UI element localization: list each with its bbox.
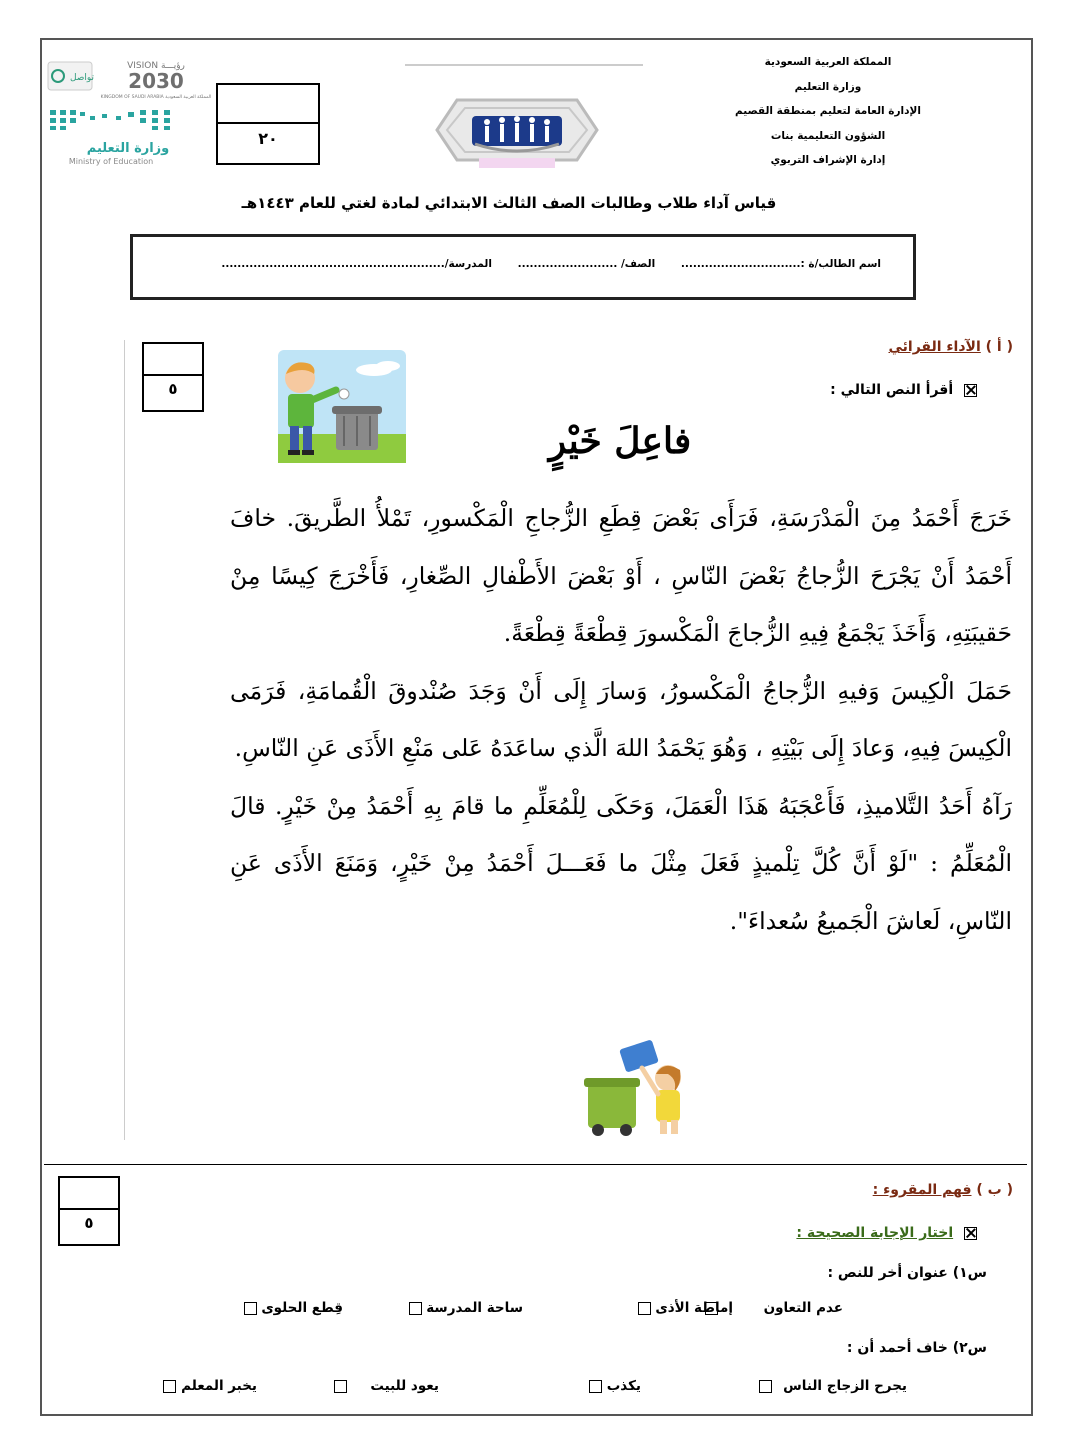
section-b-instruction	[796, 1225, 977, 1241]
header-line: الشؤون التعليمية بنات	[770, 129, 886, 142]
total-score-box	[216, 83, 320, 165]
story-text	[230, 490, 1012, 950]
story-title: فاعِلَ خَيْرٍ	[548, 420, 692, 462]
q2-option-1[interactable]	[753, 1378, 907, 1394]
section-a-rule	[124, 340, 125, 1140]
option-label: ساحة المدرسة	[426, 1300, 523, 1316]
student-name-field[interactable]: اسم الطالب/ة :..............................	[680, 258, 881, 270]
section-b-heading	[873, 1182, 1013, 1198]
section-separator	[44, 1164, 1027, 1165]
header-line: المملكة العربية السعودية	[764, 56, 892, 68]
section-b-title: فهم المقروء :	[872, 1182, 972, 1198]
header-line: الإدارة العامة لتعليم بمنطقة القصيم	[735, 105, 921, 117]
checkbox-icon[interactable]	[163, 1380, 176, 1393]
ministry-ar-text: وزارة التعليم	[86, 141, 170, 156]
grade-field[interactable]: الصف/ .........................	[517, 258, 656, 270]
instruction-text: أقرأ النص التالي :	[830, 382, 954, 398]
tawasol-text: تواصل	[69, 73, 95, 83]
q1-option-2[interactable]	[632, 1300, 733, 1316]
checkbox-icon[interactable]	[244, 1302, 257, 1315]
q2-option-3[interactable]	[328, 1378, 439, 1394]
department-emblem	[405, 64, 643, 180]
story-paragraph: رَآهُ أَحَدُ التَّلاميذِ، فَأَعْجَبَهُ هَذَا الْعَمَلَ، وَحَكَى لِلْمُعَلِّمِ ما قامَ بِهِ أَحْمَدُ مِنْ خَيْرٍ. قالَ الْمُعَلِّمُ : "لَوْ أَنَّ كُلَّ تِلْميذٍ فَعَلَ مِثْلَ ما فَعَـــلَ أَحْمَدُ مِنْ خَيْرٍ، وَمَنَعَ الأَذَى عَنِ النّاسِ، لَعاشَ الْجَميعُ سُعداءَ".	[230, 791, 1012, 935]
boy-trash-illustration-icon	[278, 350, 406, 463]
total-score: ٢٠	[258, 129, 278, 148]
ministry-logos	[46, 48, 212, 166]
section-b-score-box	[58, 1176, 120, 1246]
vision-label: رؤيـــة VISION	[127, 61, 185, 71]
option-label: يخبر المعلم	[181, 1378, 257, 1394]
section-a-score: ٥	[168, 380, 178, 398]
ministry-en-text: Ministry of Education	[68, 157, 154, 166]
section-a-label: ( أ )	[985, 339, 1013, 355]
option-label: يجرح الزجاج الناس	[783, 1378, 907, 1394]
section-a-heading	[888, 339, 1013, 355]
header-line: وزارة التعليم	[794, 80, 862, 93]
section-b-label: ( ب )	[976, 1182, 1013, 1198]
question-2: س٢) خاف أحمد أن :	[846, 1340, 987, 1356]
child-recycling-illustration-icon	[582, 1038, 702, 1140]
checkbox-icon[interactable]	[409, 1302, 422, 1315]
student-info-box	[130, 234, 916, 300]
ministry-header	[713, 50, 943, 173]
q2-option-4[interactable]	[157, 1378, 257, 1394]
school-field[interactable]: المدرسة/........................................................	[221, 258, 492, 270]
option-label: إماطة الأذى	[655, 1300, 733, 1316]
vision-year: 2030	[128, 69, 184, 93]
option-label: يكذب	[606, 1378, 641, 1394]
q1-option-4[interactable]	[238, 1300, 343, 1316]
checkbox-icon[interactable]	[759, 1380, 772, 1393]
checkbox-icon[interactable]	[334, 1380, 347, 1393]
section-a-score-box	[142, 342, 204, 412]
exam-title: قياس آداء طلاب وطالبات الصف الثالث الابتدائي لمادة لغتي للعام ١٤٤٣هـ	[241, 194, 777, 212]
q2-option-2[interactable]	[583, 1378, 641, 1394]
ministry-dots-icon	[50, 110, 170, 130]
checkbox-icon[interactable]	[638, 1302, 651, 1315]
option-label: قِطع الحلوى	[261, 1300, 343, 1316]
option-label: عدم التعاون	[763, 1300, 843, 1316]
section-a-title: الآداء القرائي	[888, 339, 981, 355]
q1-option-3[interactable]	[403, 1300, 523, 1316]
question-1: س١) عنوان أخر للنص :	[827, 1265, 987, 1281]
story-paragraph: خَرَجَ أَحْمَدُ مِنَ الْمَدْرَسَةِ، فَرَأَى بَعْضَ قِطَعِ الزُّجاجِ الْمَكْسورِ، تَمْلأُ الطَّريقَ. خافَ أَحْمَدُ أَنْ يَجْرَحَ الزُّجاجُ بَعْضَ النّاسِ ، أَوْ بَعْضَ الأَطْفالِ الصِّغارِ، فَأَخْرَجَ كِيسًا مِنْ حَقيبَتِهِ، وَأَخَذَ يَجْمَعُ فِيهِ الزُّجاجَ الْمَكْسورَ قِطْعَةً قِطْعَةً.	[230, 504, 1012, 647]
checked-box-icon	[964, 1227, 977, 1240]
emblem-logo-icon	[417, 86, 617, 174]
instruction-text: اختار الإجابة الصحيحة :	[796, 1225, 954, 1241]
section-b-score: ٥	[84, 1214, 94, 1232]
checkbox-icon[interactable]	[589, 1380, 602, 1393]
header-line: إدارة الإشراف التربوي	[770, 154, 886, 166]
kingdom-text: المملكة العربية السعودية KINGDOM OF SAUDI ARABIA	[100, 95, 212, 100]
section-a-instruction	[830, 382, 977, 398]
option-label: يعود للبيت	[370, 1378, 439, 1394]
checked-box-icon	[964, 384, 977, 397]
story-paragraph: حَمَلَ الْكِيسَ وَفيهِ الزُّجاجُ الْمَكْسورُ، وَسارَ إِلَى أَنْ وَجَدَ صُنْدوقَ الْقُمامَةِ، فَرَمَى الْكِيسَ فِيهِ، وَعادَ إِلَى بَيْتِهِ ، وَهُوَ يَحْمَدُ اللهَ الَّذي ساعَدَهُ عَلى مَنْعِ الأَذَى عَنِ النّاسِ.	[230, 676, 1012, 762]
